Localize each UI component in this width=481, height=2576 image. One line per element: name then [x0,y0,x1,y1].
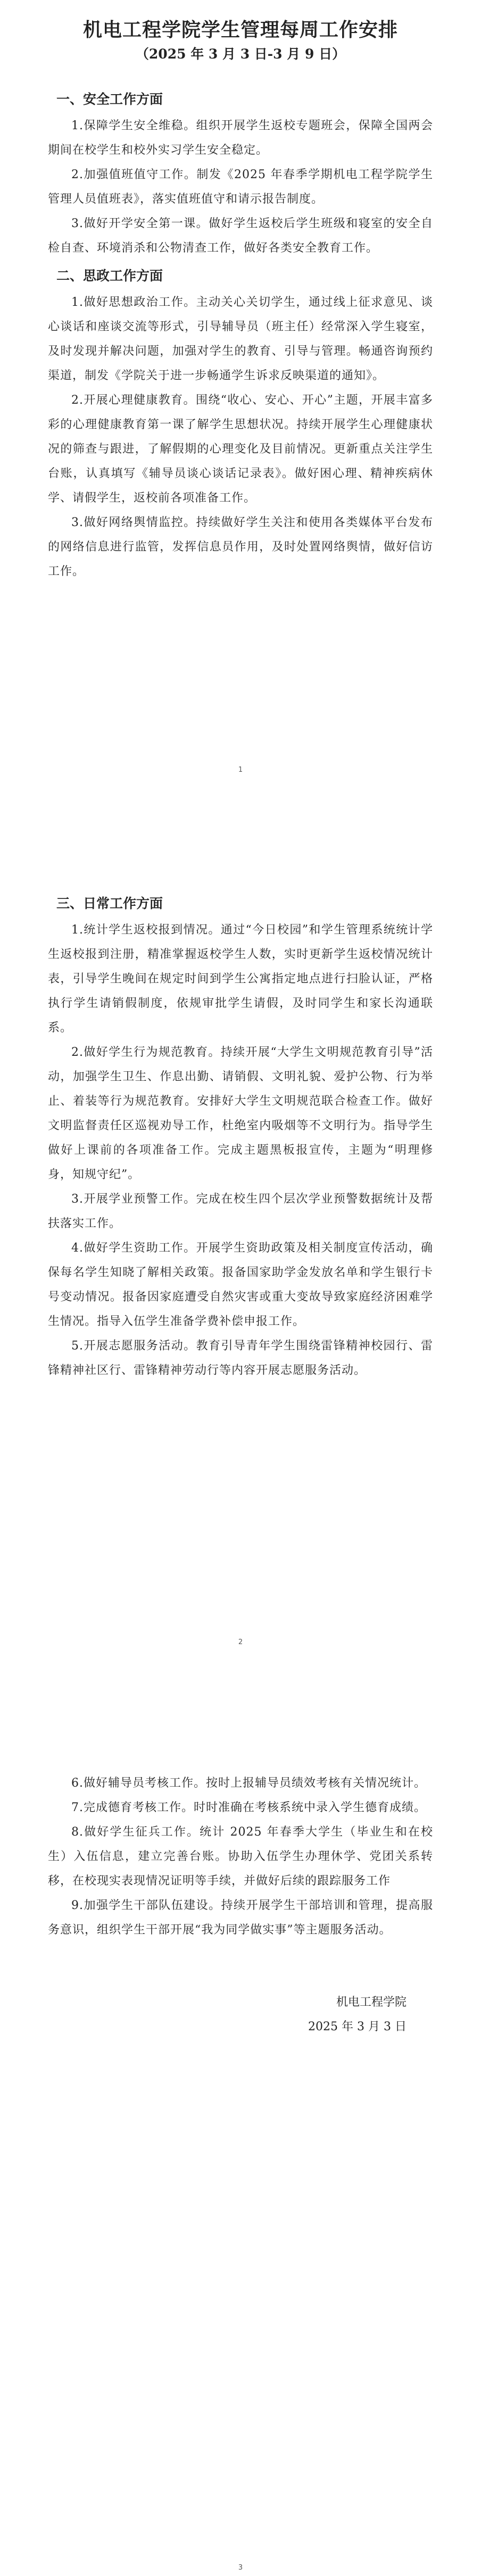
paragraph: 3.做好网络舆情监控。持续做好学生关注和使用各类媒体平台发布的网络信息进行监管，发挥信息员作用，及时处置网络舆情，做好信访工作。 [48,516,433,578]
document-page-1 [0,0,481,808]
document-title: 机电工程学院学生管理每周工作安排 [82,19,398,41]
paragraph: 5.开展志愿服务活动。教育引导青年学生围绕雷锋精神校园行、雷锋精神社区行、雷锋精神劳动行等内容开展志愿服务活动。 [48,1339,433,1377]
document-page-2 [0,883,481,1691]
document-page-3 [0,1766,481,2576]
paragraph: 8.做好学生征兵工作。统计 2025 年春季大学生（毕业生和在校生）入伍信息，建立完善台账。协助入伍学生办理休学、党团关系转移，在校现实表现情况证明等手续，并做好后续的跟踪服务工作 [48,1825,433,1888]
paragraph: 6.做好辅导员考核工作。按时上报辅导员绩效考核有关情况统计。 [71,1777,426,1790]
paragraph: 3.开展学业预警工作。完成在校生四个层次学业预警数据统计及帮扶落实工作。 [48,1193,433,1230]
paragraph: 3.做好开学安全第一课。做好学生返校后学生班级和寝室的安全自检自查、环境消杀和公物清查工作，做好各类安全教育工作。 [48,217,433,255]
paragraph: 4.做好学生资助工作。开展学生资助政策及相关制度宣传活动，确保每名学生知晓了解相关政策。报备国家助学金发放名单和学生银行卡号变动情况。报备因家庭遭受自然灾害或重大变故导致家庭经济困难学生情况。指导入伍学生准备学费补偿申报工作。 [48,1241,433,1328]
paragraph: 1.统计学生返校报到情况。通过“今日校园”和学生管理系统统计学生返校报到注册，精准掌握返校学生人数，实时更新学生返校情况统计表，引导学生晚间在规定时间到学生公寓指定地点进行扫脸认证，严格执行学生请销假制度，依规审批学生请假，及时同学生和家长沟通联系。 [48,923,433,1035]
paragraph: 1.做好思想政治工作。主动关心关切学生，通过线上征求意见、谈心谈话和座谈交流等形式，引导辅导员（班主任）经常深入学生寝室，及时发现并解决问题，加强对学生的教育、引导与管理。畅通咨询预约渠道，制发《学院关于进一步畅通学生诉求反映渠道的通知》。 [48,296,433,382]
signature-date: 2025 年 3 月 3 日 [308,2020,407,2033]
page-number: 2 [238,1638,243,1646]
paragraph: 2.做好学生行为规范教育。持续开展“大学生文明规范教育引导”活动，加强学生卫生、作息出勤、请销假、文明礼貌、爱护公物、行为举止、着装等行为规范教育。安排好大学生文明规范联合检查工作。做好文明监督责任区巡视劝导工作，杜绝室内吸烟等不文明行为。指导学生做好上课前的各项准备工作。完成主题黑板报宣传，主题为“明理修身，知规守纪”。 [48,1046,433,1181]
signature-org: 机电工程学院 [336,1996,407,2009]
paragraph: 9.加强学生干部队伍建设。持续开展学生干部培训和管理，提高服务意识，组织学生干部开展“我为同学做实事”等主题服务活动。 [48,1899,433,1937]
paragraph: 7.完成德育考核工作。时时准确在考核系统中录入学生德育成绩。 [71,1801,426,1814]
paragraph: 2.加强值班值守工作。制发《2025 年春季学期机电工程学院学生管理人员值班表》，落实值班值守和请示报告制度。 [48,168,433,206]
section-heading-ideology: 二、思政工作方面 [56,268,163,284]
page-number: 1 [238,766,243,774]
paragraph: 1.保障学生安全维稳。组织开展学生返校专题班会，保障全国两会期间在校学生和校外实习学生安全稳定。 [48,119,433,157]
section-heading-daily: 三、日常工作方面 [56,896,163,911]
paragraph: 2.开展心理健康教育。围绕“收心、安心、开心”主题，开展丰富多彩的心理健康教育第一课了解学生思想状况。持续开展学生心理健康状况的筛查与跟进，了解假期的心理变化及目前情况。更新重点关注学生台账，认真填写《辅导员谈心谈话记录表》。做好困心理、精神疾病休学、请假学生，返校前各项准备工作。 [48,394,433,505]
document-subtitle: （2025 年 3 月 3 日-3 月 9 日） [135,46,346,62]
page-number: 3 [238,2564,243,2572]
section-heading-safety: 一、安全工作方面 [56,91,163,107]
